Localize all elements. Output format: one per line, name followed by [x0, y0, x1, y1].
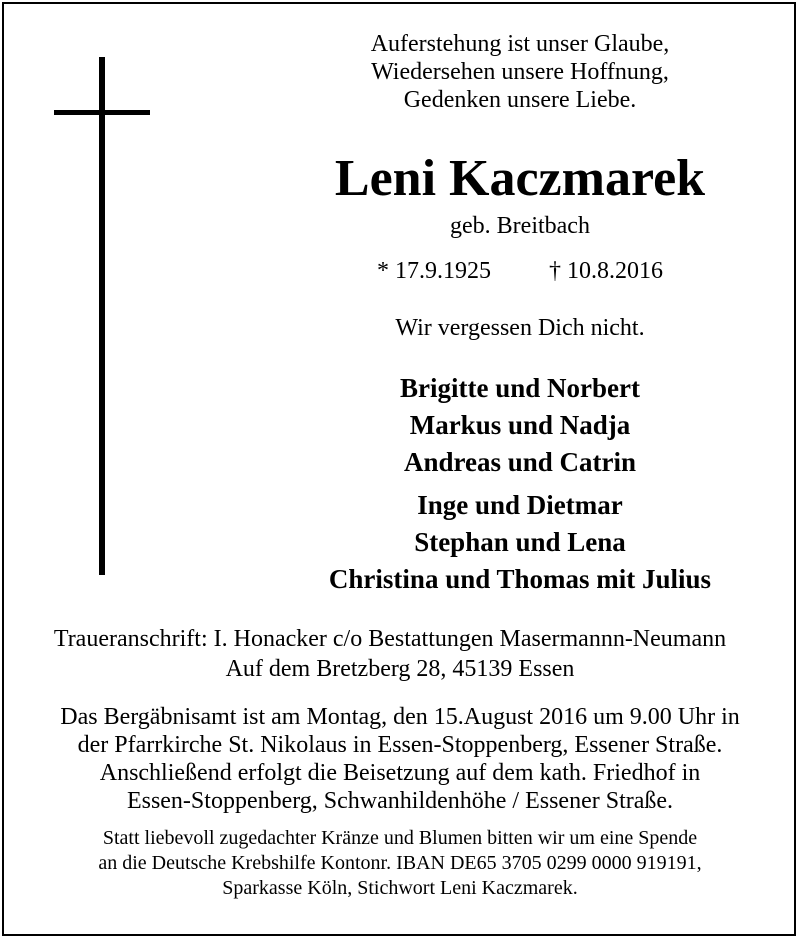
donation-line: Statt liebevoll zugedachter Kränze und Blumen bitten wir um eine Spende: [102, 827, 698, 849]
service-line: Das Bergäbnisamt ist am Montag, den 15.August 2016 um 9.00 Uhr in: [60, 704, 740, 730]
motto-line: Auferstehung ist unser Glaube,: [370, 31, 670, 57]
life-dates: [270, 256, 770, 286]
service-line: Anschließend erfolgt die Beisetzung auf dem kath. Friedhof in: [99, 760, 701, 786]
birth-name: geb. Breitbach: [450, 213, 590, 239]
family-member: Markus und Nadja: [409, 410, 631, 440]
family-member: Inge und Dietmar: [417, 490, 623, 520]
donation-request: [0, 826, 800, 901]
donation-line: an die Deutsche Krebshilfe Kontonr. IBAN DE65 3705 0299 0000 919191,: [98, 852, 702, 874]
family-member: Stephan und Lena: [414, 527, 626, 557]
family-group-2: [270, 487, 770, 598]
mourning-address: [0, 624, 800, 684]
service-line: der Pfarrkirche St. Nikolaus in Essen-Stoppenberg, Essener Straße.: [77, 732, 723, 758]
family-member: Christina und Thomas mit Julius: [328, 564, 712, 594]
motto: [270, 30, 770, 114]
motto-line: Gedenken unsere Liebe.: [403, 87, 637, 113]
family-member: Andreas und Catrin: [403, 447, 637, 477]
family-member: Brigitte und Norbert: [400, 373, 640, 403]
funeral-service-info: [0, 703, 800, 815]
cross-vertical-bar: [99, 57, 105, 575]
death-date: † 10.8.2016: [549, 258, 663, 284]
farewell-quote: Wir vergessen Dich nicht.: [395, 315, 645, 341]
service-line: Essen-Stoppenberg, Schwanhildenhöhe / Essener Straße.: [126, 788, 674, 814]
deceased-name: Leni Kaczmarek: [334, 150, 706, 207]
family-group-1: [270, 370, 770, 481]
address-line: Traueranschrift: I. Honacker c/o Bestattungen Masermannn-Neumann: [53, 626, 727, 652]
birth-date: * 17.9.1925: [377, 258, 491, 284]
cross-horizontal-bar: [54, 110, 150, 115]
address-line: Auf dem Bretzberg 28, 45139 Essen: [225, 656, 575, 682]
donation-line: Sparkasse Köln, Stichwort Leni Kaczmarek.: [222, 877, 578, 899]
motto-line: Wiedersehen unsere Hoffnung,: [371, 59, 669, 85]
